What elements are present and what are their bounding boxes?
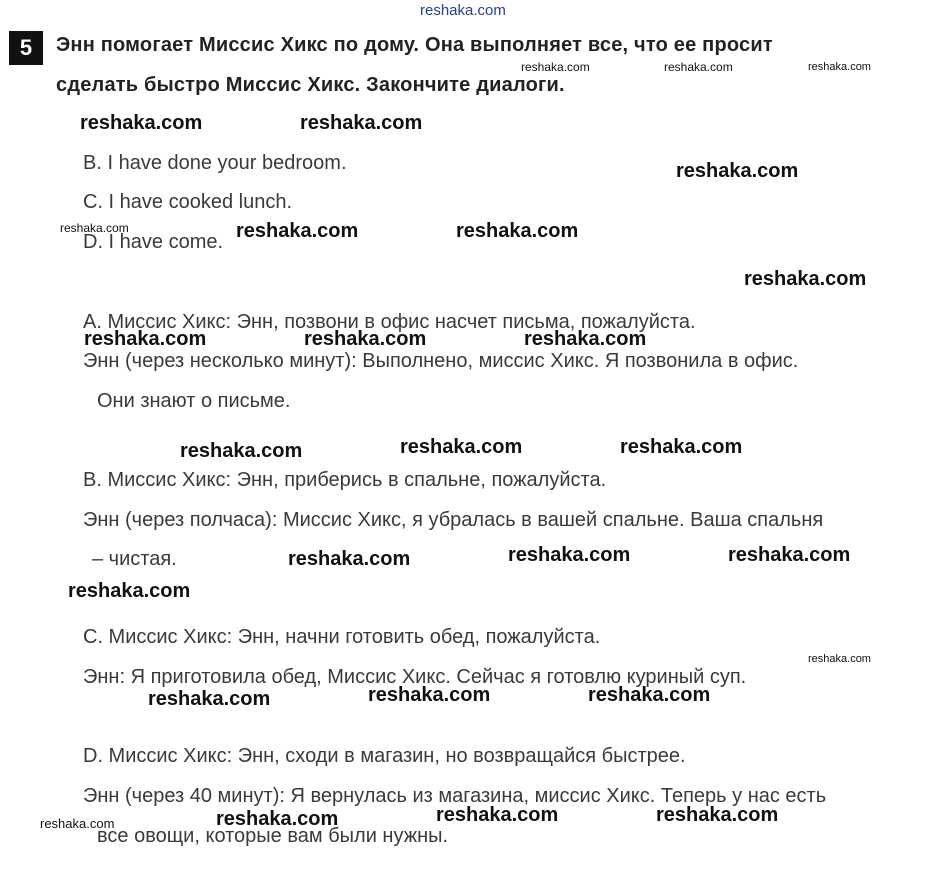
watermark: reshaka.com: [436, 804, 559, 826]
dialogue-a-line-1: А. Миссис Хикс: Энн, позвони в офис насчет письма, пожалуйста.: [83, 311, 696, 333]
watermark: reshaka.com: [656, 804, 779, 826]
site-header: reshaka.com: [420, 2, 506, 19]
watermark: reshaka.com: [68, 580, 191, 602]
watermark: reshaka.com: [808, 61, 871, 73]
watermark: reshaka.com: [728, 544, 851, 566]
option-b: B. I have done your bedroom.: [83, 152, 347, 174]
option-c: C. I have cooked lunch.: [83, 191, 293, 213]
watermark: reshaka.com: [400, 436, 523, 458]
watermark: reshaka.com: [456, 220, 579, 242]
watermark: reshaka.com: [236, 220, 359, 242]
dialogue-b-line-3: – чистая.: [92, 548, 177, 570]
watermark: reshaka.com: [304, 328, 427, 350]
watermark: reshaka.com: [524, 328, 647, 350]
watermark: reshaka.com: [148, 688, 271, 710]
watermark: reshaka.com: [80, 112, 203, 134]
watermark: reshaka.com: [508, 544, 631, 566]
watermark: reshaka.com: [84, 328, 207, 350]
dialogue-a-line-2: Энн (через несколько минут): Выполнено, миссис Хикс. Я позвонила в офис.: [83, 350, 799, 372]
watermark: reshaka.com: [216, 808, 339, 830]
watermark: reshaka.com: [808, 653, 871, 665]
watermark: reshaka.com: [368, 684, 491, 706]
watermark: reshaka.com: [60, 221, 129, 235]
dialogue-d-line-2: Энн (через 40 минут): Я вернулась из магазина, миссис Хикс. Теперь у нас есть: [83, 785, 827, 807]
instruction-line-1: Энн помогает Миссис Хикс по дому. Она выполняет все, что ее просит: [56, 34, 773, 56]
instruction-line-2: сделать быстро Миссис Хикс. Закончите диалоги.: [56, 74, 565, 96]
watermark: reshaka.com: [40, 816, 115, 831]
watermark: reshaka.com: [744, 268, 867, 290]
watermark: reshaka.com: [664, 60, 733, 74]
exercise-number-badge: 5: [9, 31, 43, 65]
dialogue-c-line-1: С. Миссис Хикс: Энн, начни готовить обед, пожалуйста.: [83, 626, 601, 648]
watermark: reshaka.com: [620, 436, 743, 458]
dialogue-d-line-3: все овощи, которые вам были нужны.: [97, 825, 449, 847]
dialogue-c-line-2: Энн: Я приготовила обед, Миссис Хикс. Сейчас я готовлю куриный суп.: [83, 666, 747, 688]
watermark: reshaka.com: [588, 684, 711, 706]
watermark: reshaka.com: [676, 160, 799, 182]
watermark: reshaka.com: [180, 440, 303, 462]
watermark: reshaka.com: [288, 548, 411, 570]
dialogue-b-line-1: В. Миссис Хикс: Энн, приберись в спальне, пожалуйста.: [83, 469, 607, 491]
dialogue-d-line-1: D. Миссис Хикс: Энн, сходи в магазин, но возвращайся быстрее.: [83, 745, 686, 767]
dialogue-b-line-2: Энн (через полчаса): Миссис Хикс, я убралась в вашей спальне. Ваша спальня: [83, 509, 824, 531]
watermark: reshaka.com: [300, 112, 423, 134]
option-d: D. I have come.: [83, 231, 224, 253]
dialogue-a-line-3: Они знают о письме.: [97, 390, 291, 412]
watermark: reshaka.com: [521, 60, 590, 74]
